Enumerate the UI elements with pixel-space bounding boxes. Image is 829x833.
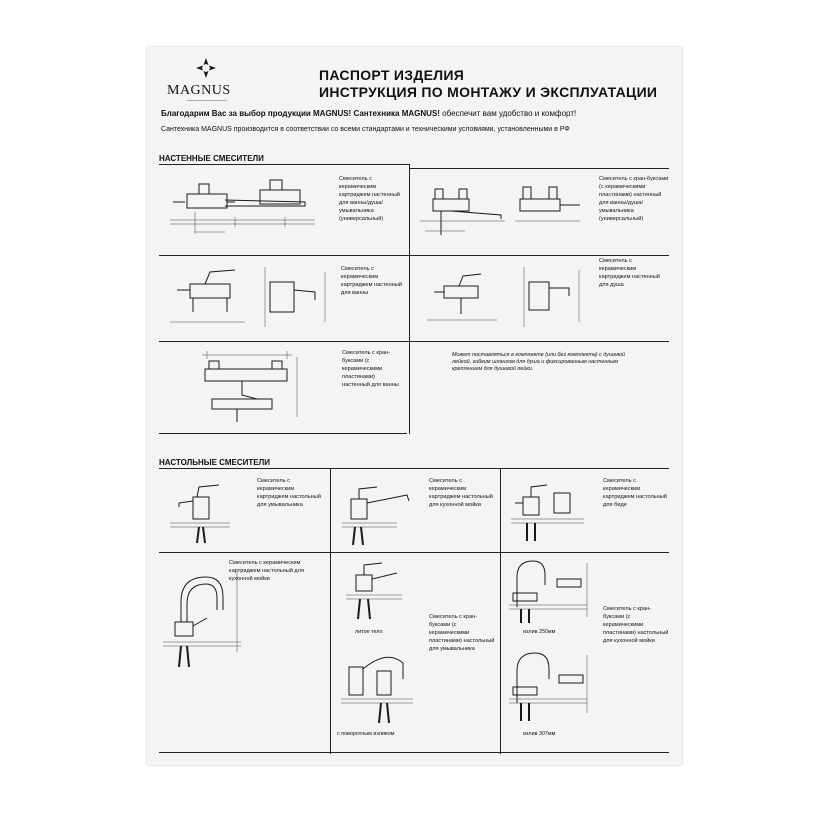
- desk-section-title: НАСТОЛЬНЫЕ СМЕСИТЕЛИ: [159, 458, 270, 467]
- desk-bidet-mixer-diagram: [509, 475, 589, 547]
- desk-valve-kitchen-250-diagram: [507, 557, 597, 627]
- wall-grid-top: [159, 164, 407, 165]
- wall-mixer-shower-caption: Смеситель с керамическим картриджем настенный для душа: [599, 258, 660, 288]
- desk-basin-mixer-diagram: [165, 475, 245, 547]
- spout-250-label: излив 250мм: [523, 629, 556, 635]
- desk-gooseneck-kitchen-diagram: [161, 562, 251, 712]
- wall-mixer-universal-diagram: [165, 172, 325, 242]
- wall-grid-center: [409, 164, 410, 434]
- spout-307-label: излив 307мм: [523, 731, 556, 737]
- wall-section-note: Может поставляться в комплекте (или без комплекта) с душевой лейкой, гибким шлангом для душа и фиксированным настенным креплением для душевой лейки.: [452, 352, 626, 372]
- brand-logo-underline: [187, 100, 227, 101]
- wall-mixer-universal-caption: Смеситель с керамическим картриджем настенный для ванны/душа/ умывальника (универсальный): [339, 176, 400, 222]
- thanks-bold-text: Благодарим Вас за выбор продукции MAGNUS! Сантехника MAGNUS!: [161, 109, 440, 118]
- desk-gooseneck-kitchen-caption: Смеситель с керамическим картриджем настольный для кухонной мойки: [229, 560, 304, 582]
- thanks-text: [161, 109, 681, 118]
- desk-grid-col1: [330, 468, 331, 754]
- cast-body-label: литое тело: [355, 629, 383, 635]
- desk-basin-mixer-caption: Смеситель с керамическим картриджем настольный для умывальника: [257, 478, 321, 508]
- swivel-spout-label: с поворотным изливом: [337, 731, 395, 737]
- instruction-sheet: [147, 47, 682, 765]
- desk-bidet-mixer-caption: Смеситель с керамическим картриджем настольный для биде: [603, 478, 667, 508]
- desk-grid-top: [159, 468, 669, 469]
- wall-mixer-shower-diagram: [419, 262, 589, 334]
- desk-grid-bottom: [159, 752, 669, 753]
- wall-grid-top-right: [409, 168, 669, 169]
- desk-grid-col2: [500, 468, 501, 754]
- desk-kitchen-mixer-caption: Смеситель с керамическим картриджем настольный для кухонной мойки: [429, 478, 493, 508]
- wall-grid-row2: [159, 341, 669, 342]
- wall-mixer-bath-diagram: [165, 262, 335, 334]
- desk-cast-body-mixer-diagram: [342, 557, 422, 627]
- wall-section-title: НАСТЕННЫЕ СМЕСИТЕЛИ: [159, 154, 264, 163]
- brand-logo-text: MAGNUS: [167, 83, 231, 98]
- desk-valve-kitchen-307-diagram: [507, 647, 597, 727]
- wall-grid-bottom: [159, 433, 407, 434]
- info-text: Сантехника MAGNUS производится в соответствии со всеми стандартами и техническими условиями, установленными в РФ: [161, 126, 570, 133]
- desk-grid-row1: [159, 552, 669, 553]
- snowflake-logo-icon: [195, 57, 217, 79]
- desk-kitchen-mixer-diagram: [337, 475, 427, 547]
- desk-valve-basin-caption: Смеситель с кран-буксами (с керамическими пластинами) настольный для умывальника: [429, 614, 495, 652]
- wall-mixer-valve-bath-caption: Смеситель с кран-буксами (с керамическими пластинами) настенный для ванны: [342, 350, 399, 388]
- desk-valve-kitchen-caption: Смеситель с кран-буксами (с керамическими пластинами) настольный для кухонной мойки: [603, 606, 669, 644]
- page-title-line1: ПАСПОРТ ИЗДЕЛИЯ: [319, 67, 465, 83]
- wall-mixer-valve-universal-caption: Смеситель с кран-буксами (с керамическими пластинами) настенный для ванны/душа/ умывальника (универсальный): [599, 176, 669, 222]
- wall-mixer-bath-caption: Смеситель с керамическим картриджем настенный для ванны: [341, 266, 402, 296]
- wall-mixer-valve-bath-diagram: [197, 347, 337, 427]
- wall-grid-row1: [159, 255, 669, 256]
- wall-mixer-valve-universal-diagram: [415, 175, 585, 247]
- page-title-line2: ИНСТРУКЦИЯ ПО МОНТАЖУ И ЭКСПЛУАТАЦИИ: [319, 84, 658, 100]
- thanks-rest-text: обеспечит вам удобство и комфорт!: [439, 109, 577, 118]
- desk-swivel-spout-mixer-diagram: [337, 645, 427, 735]
